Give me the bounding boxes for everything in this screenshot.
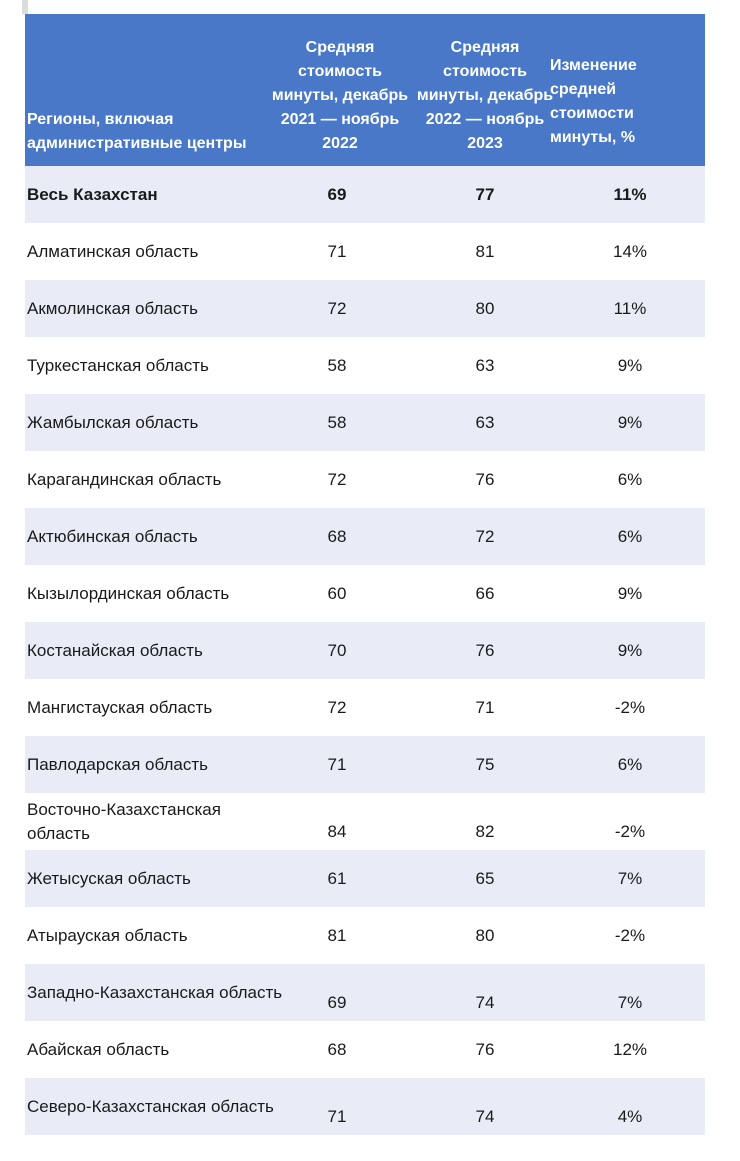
row-value-2021: 68: [327, 526, 347, 546]
row-value-2022: 66: [475, 583, 495, 603]
table-row: [25, 451, 705, 508]
row-change: 11%: [613, 184, 647, 204]
row-value-2022: 82: [475, 822, 495, 841]
row-region: Кызылординская область: [27, 583, 230, 603]
table-row: [25, 964, 705, 1021]
row-value-2022: 72: [475, 526, 495, 546]
table-row: [25, 793, 705, 850]
row-change: 9%: [617, 412, 643, 432]
row-value-2021: 69: [327, 993, 347, 1012]
row-region: Павлодарская область: [27, 754, 208, 774]
row-change: 11%: [613, 298, 647, 318]
table-row: [25, 280, 705, 337]
row-value-2022: 76: [475, 469, 495, 489]
row-region: Карагандинская область: [27, 469, 222, 489]
row-value-2021: 60: [327, 583, 347, 603]
row-region: Весь Казахстан: [27, 184, 158, 204]
row-region: Актюбинская область: [27, 526, 198, 546]
header-2022: Средняя стоимость минуты, декабрь 2022 — ноябрь 2023: [416, 39, 554, 152]
row-value-2021: 71: [327, 1107, 347, 1126]
row-value-2021: 71: [327, 754, 347, 774]
row-value-2021: 69: [327, 184, 347, 204]
row-region: Восточно-Казахстанская область: [27, 799, 221, 843]
row-value-2022: 71: [475, 697, 495, 717]
header-region: Регионы, включая административные центры: [27, 111, 247, 152]
table-row: [25, 1021, 705, 1078]
row-change: 7%: [617, 868, 643, 888]
row-value-2022: 63: [475, 412, 495, 432]
row-region: Абайская область: [27, 1039, 170, 1059]
row-value-2022: 80: [475, 925, 495, 945]
row-change: 14%: [612, 241, 648, 261]
row-change: 6%: [617, 526, 643, 546]
row-change: 7%: [617, 993, 643, 1012]
row-region: Акмолинская область: [27, 298, 198, 318]
table-header: [25, 14, 705, 166]
row-value-2021: 72: [327, 298, 347, 318]
header-change: Изменение средней стоимости минуты, %: [550, 57, 637, 146]
row-value-2021: 81: [327, 925, 347, 945]
row-value-2022: 80: [475, 298, 495, 318]
table-row: [25, 394, 705, 451]
row-value-2021: 68: [327, 1039, 347, 1059]
row-region: Северо-Казахстанская область: [27, 1096, 274, 1116]
row-region: Западно-Казахстанская область: [27, 982, 283, 1002]
row-value-2022: 81: [475, 241, 495, 261]
row-region: Алматинская область: [27, 241, 199, 261]
row-region: Атырауская область: [27, 925, 188, 945]
row-value-2022: 77: [475, 184, 495, 204]
row-value-2022: 63: [475, 355, 495, 375]
row-change: 6%: [617, 754, 643, 774]
row-change: -2%: [614, 697, 646, 717]
row-value-2021: 70: [327, 640, 347, 660]
table-row: [25, 736, 705, 793]
row-change: -2%: [614, 925, 646, 945]
table-row: [25, 223, 705, 280]
table-row: [25, 337, 705, 394]
row-region: Жамбылская область: [27, 412, 199, 432]
row-value-2022: 75: [475, 754, 495, 774]
row-value-2021: 61: [327, 868, 347, 888]
table-row: [25, 622, 705, 679]
row-value-2021: 71: [327, 241, 347, 261]
row-change: 12%: [612, 1039, 648, 1059]
row-change: 9%: [617, 583, 643, 603]
row-change: 4%: [617, 1107, 643, 1126]
table-row: [25, 850, 705, 907]
table-row: [25, 907, 705, 964]
row-value-2021: 72: [327, 469, 347, 489]
row-value-2022: 76: [475, 1039, 495, 1059]
top-edge-line: [22, 0, 28, 14]
row-value-2021: 58: [327, 355, 347, 375]
table-row: [25, 1078, 705, 1135]
table-row: [25, 508, 705, 565]
cost-table: [25, 14, 705, 1135]
table-row: [25, 166, 705, 223]
row-change: 6%: [617, 469, 643, 489]
row-change: 9%: [617, 355, 643, 375]
row-value-2021: 84: [327, 822, 347, 841]
header-2021: Средняя стоимость минуты, декабрь 2021 — ноябрь 2022: [271, 39, 409, 152]
row-value-2022: 74: [475, 1107, 495, 1126]
row-value-2022: 76: [475, 640, 495, 660]
row-value-2021: 58: [327, 412, 347, 432]
row-region: Мангистауская область: [27, 697, 213, 717]
row-region: Туркестанская область: [27, 355, 209, 375]
row-value-2022: 74: [475, 993, 495, 1012]
table-row: [25, 565, 705, 622]
row-change: 9%: [617, 640, 643, 660]
table-body: [25, 166, 705, 1135]
row-value-2022: 65: [475, 868, 495, 888]
row-region: Костанайская область: [27, 640, 203, 660]
row-change: -2%: [614, 822, 646, 841]
table-row: [25, 679, 705, 736]
row-region: Жетысуская область: [27, 868, 191, 888]
row-value-2021: 72: [327, 697, 347, 717]
